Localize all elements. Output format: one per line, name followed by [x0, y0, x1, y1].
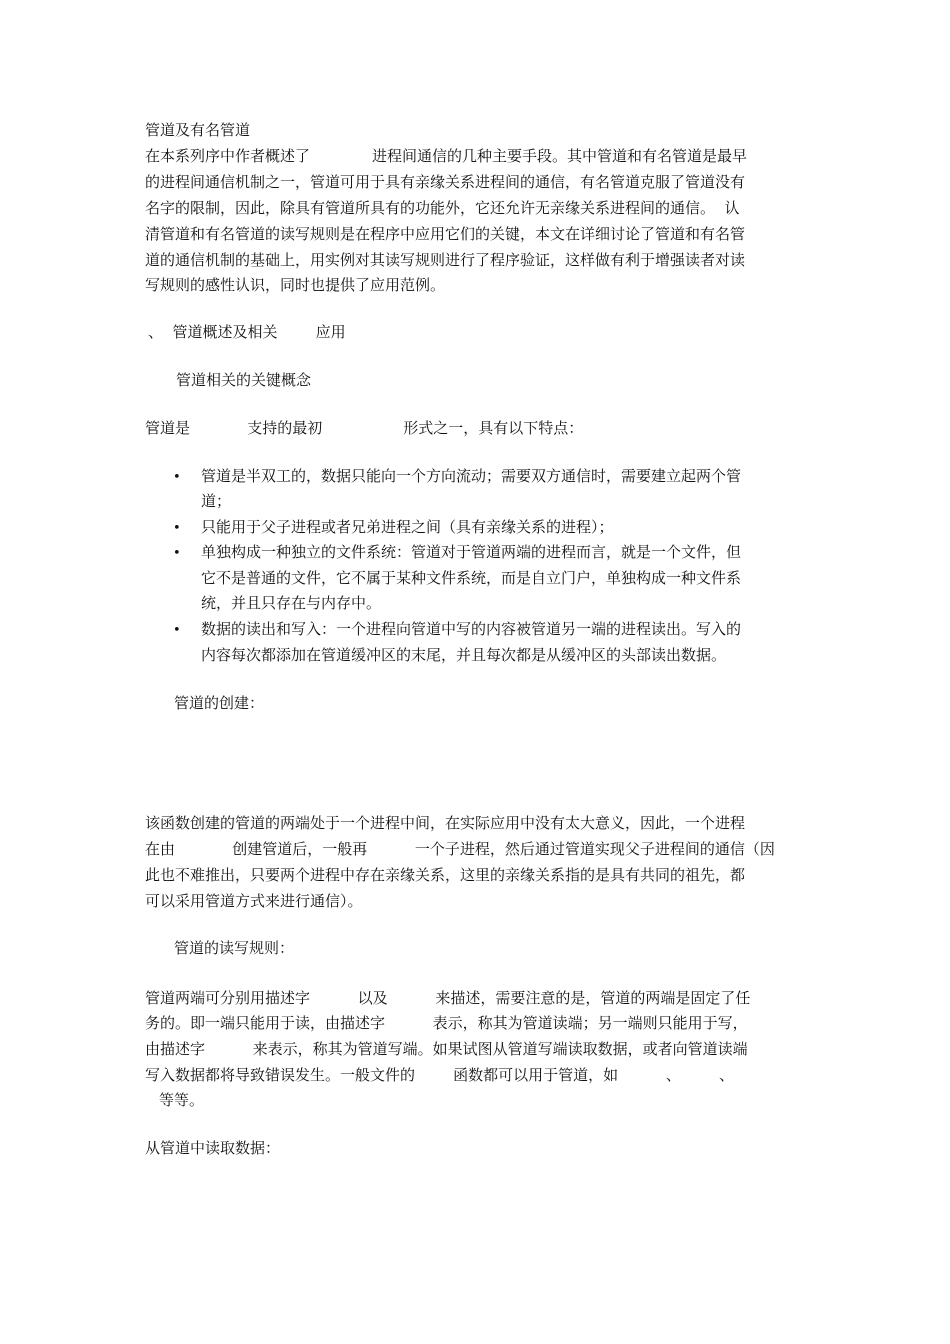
bullet-3-line-2: 它不是普通的文件，它不属于某种文件系统，而是自立门户，单独构成一种文件系	[201, 569, 742, 587]
intro-line-2: 的进程间通信机制之一，管道可用于具有亲缘关系进程间的通信，有名管道克服了管道没有	[145, 173, 746, 191]
intro-line-5: 道的通信机制的基础上，用实例对其读写规则进行了程序验证，这样做有利于增强读者对读	[145, 251, 746, 269]
feature-intro: 管道是 支持的最初 形式之一，具有以下特点：	[145, 419, 584, 437]
bullet-marker: •	[173, 470, 181, 485]
subheading-read-from-pipe: 从管道中读取数据：	[145, 1139, 281, 1157]
intro-line-3: 名字的限制，因此，除具有管道所具有的功能外，它还允许无亲缘关系进程间的通信。 认	[145, 199, 740, 217]
bullet-3-line-3: 统，并且只存在与内存中。	[201, 594, 382, 612]
bullet-2-line-1: 只能用于父子进程或者兄弟进程之间（具有亲缘关系的进程）；	[201, 518, 614, 536]
create-para-line-4: 可以采用管道方式来进行通信）。	[145, 892, 363, 910]
subheading-rw-rules: 管道的读写规则：	[174, 939, 295, 957]
rw-para-line-3: 由描述字 来表示，称其为管道写端。如果试图从管道写端读取数据，或者向管道读端	[145, 1040, 748, 1058]
section-heading-1: 、 管道概述及相关 应用	[148, 323, 346, 341]
intro-line-6: 写规则的感性认识，同时也提供了应用范例。	[145, 276, 446, 294]
rw-para-line-2: 务的。即一端只能用于读，由描述字 表示，称其为管道读端；另一端则只能用于写，	[145, 1014, 748, 1032]
subheading-key-concepts: 管道相关的关键概念	[176, 371, 312, 389]
bullet-1-line-1: 管道是半双工的，数据只能向一个方向流动；需要双方通信时，需要建立起两个管	[201, 467, 742, 485]
bullet-marker: •	[173, 546, 181, 561]
rw-para-line-1: 管道两端可分别用描述字 以及 来描述，需要注意的是，管道的两端是固定了任	[145, 989, 751, 1007]
intro-line-1: 在本系列序中作者概述了 进程间通信的几种主要手段。其中管道和有名管道是最早	[145, 147, 747, 165]
bullet-4-line-2: 内容每次都添加在管道缓冲区的末尾，并且每次都是从缓冲区的头部读出数据。	[201, 646, 727, 664]
bullet-3-line-1: 单独构成一种独立的文件系统：管道对于管道两端的进程而言，就是一个文件，但	[201, 543, 742, 561]
bullet-marker: •	[173, 623, 181, 638]
rw-para-line-4: 写入数据都将导致错误发生。一般文件的 函数都可以用于管道，如 、 、	[145, 1066, 734, 1084]
create-para-line-1: 该函数创建的管道的两端处于一个进程中间，在实际应用中没有太大意义，因此，一个进程	[145, 814, 746, 832]
subheading-pipe-creation: 管道的创建：	[174, 694, 265, 712]
create-para-line-3: 此也不难推出，只要两个进程中存在亲缘关系，这里的亲缘关系指的是具有共同的祖先，都	[145, 866, 746, 884]
bullet-1-line-2: 道；	[201, 492, 232, 510]
bullet-marker: •	[173, 521, 181, 536]
rw-para-line-5: 等等。	[159, 1091, 205, 1109]
create-para-line-2: 在由 创建管道后，一般再 一个子进程，然后通过管道实现父子进程间的通信（因	[145, 840, 775, 858]
intro-line-4: 清管道和有名管道的读写规则是在程序中应用它们的关键，本文在详细讨论了管道和有名管	[145, 225, 746, 243]
doc-title: 管道及有名管道	[145, 121, 251, 139]
bullet-4-line-1: 数据的读出和写入：一个进程向管道中写的内容被管道另一端的进程读出。写入的	[201, 620, 742, 638]
